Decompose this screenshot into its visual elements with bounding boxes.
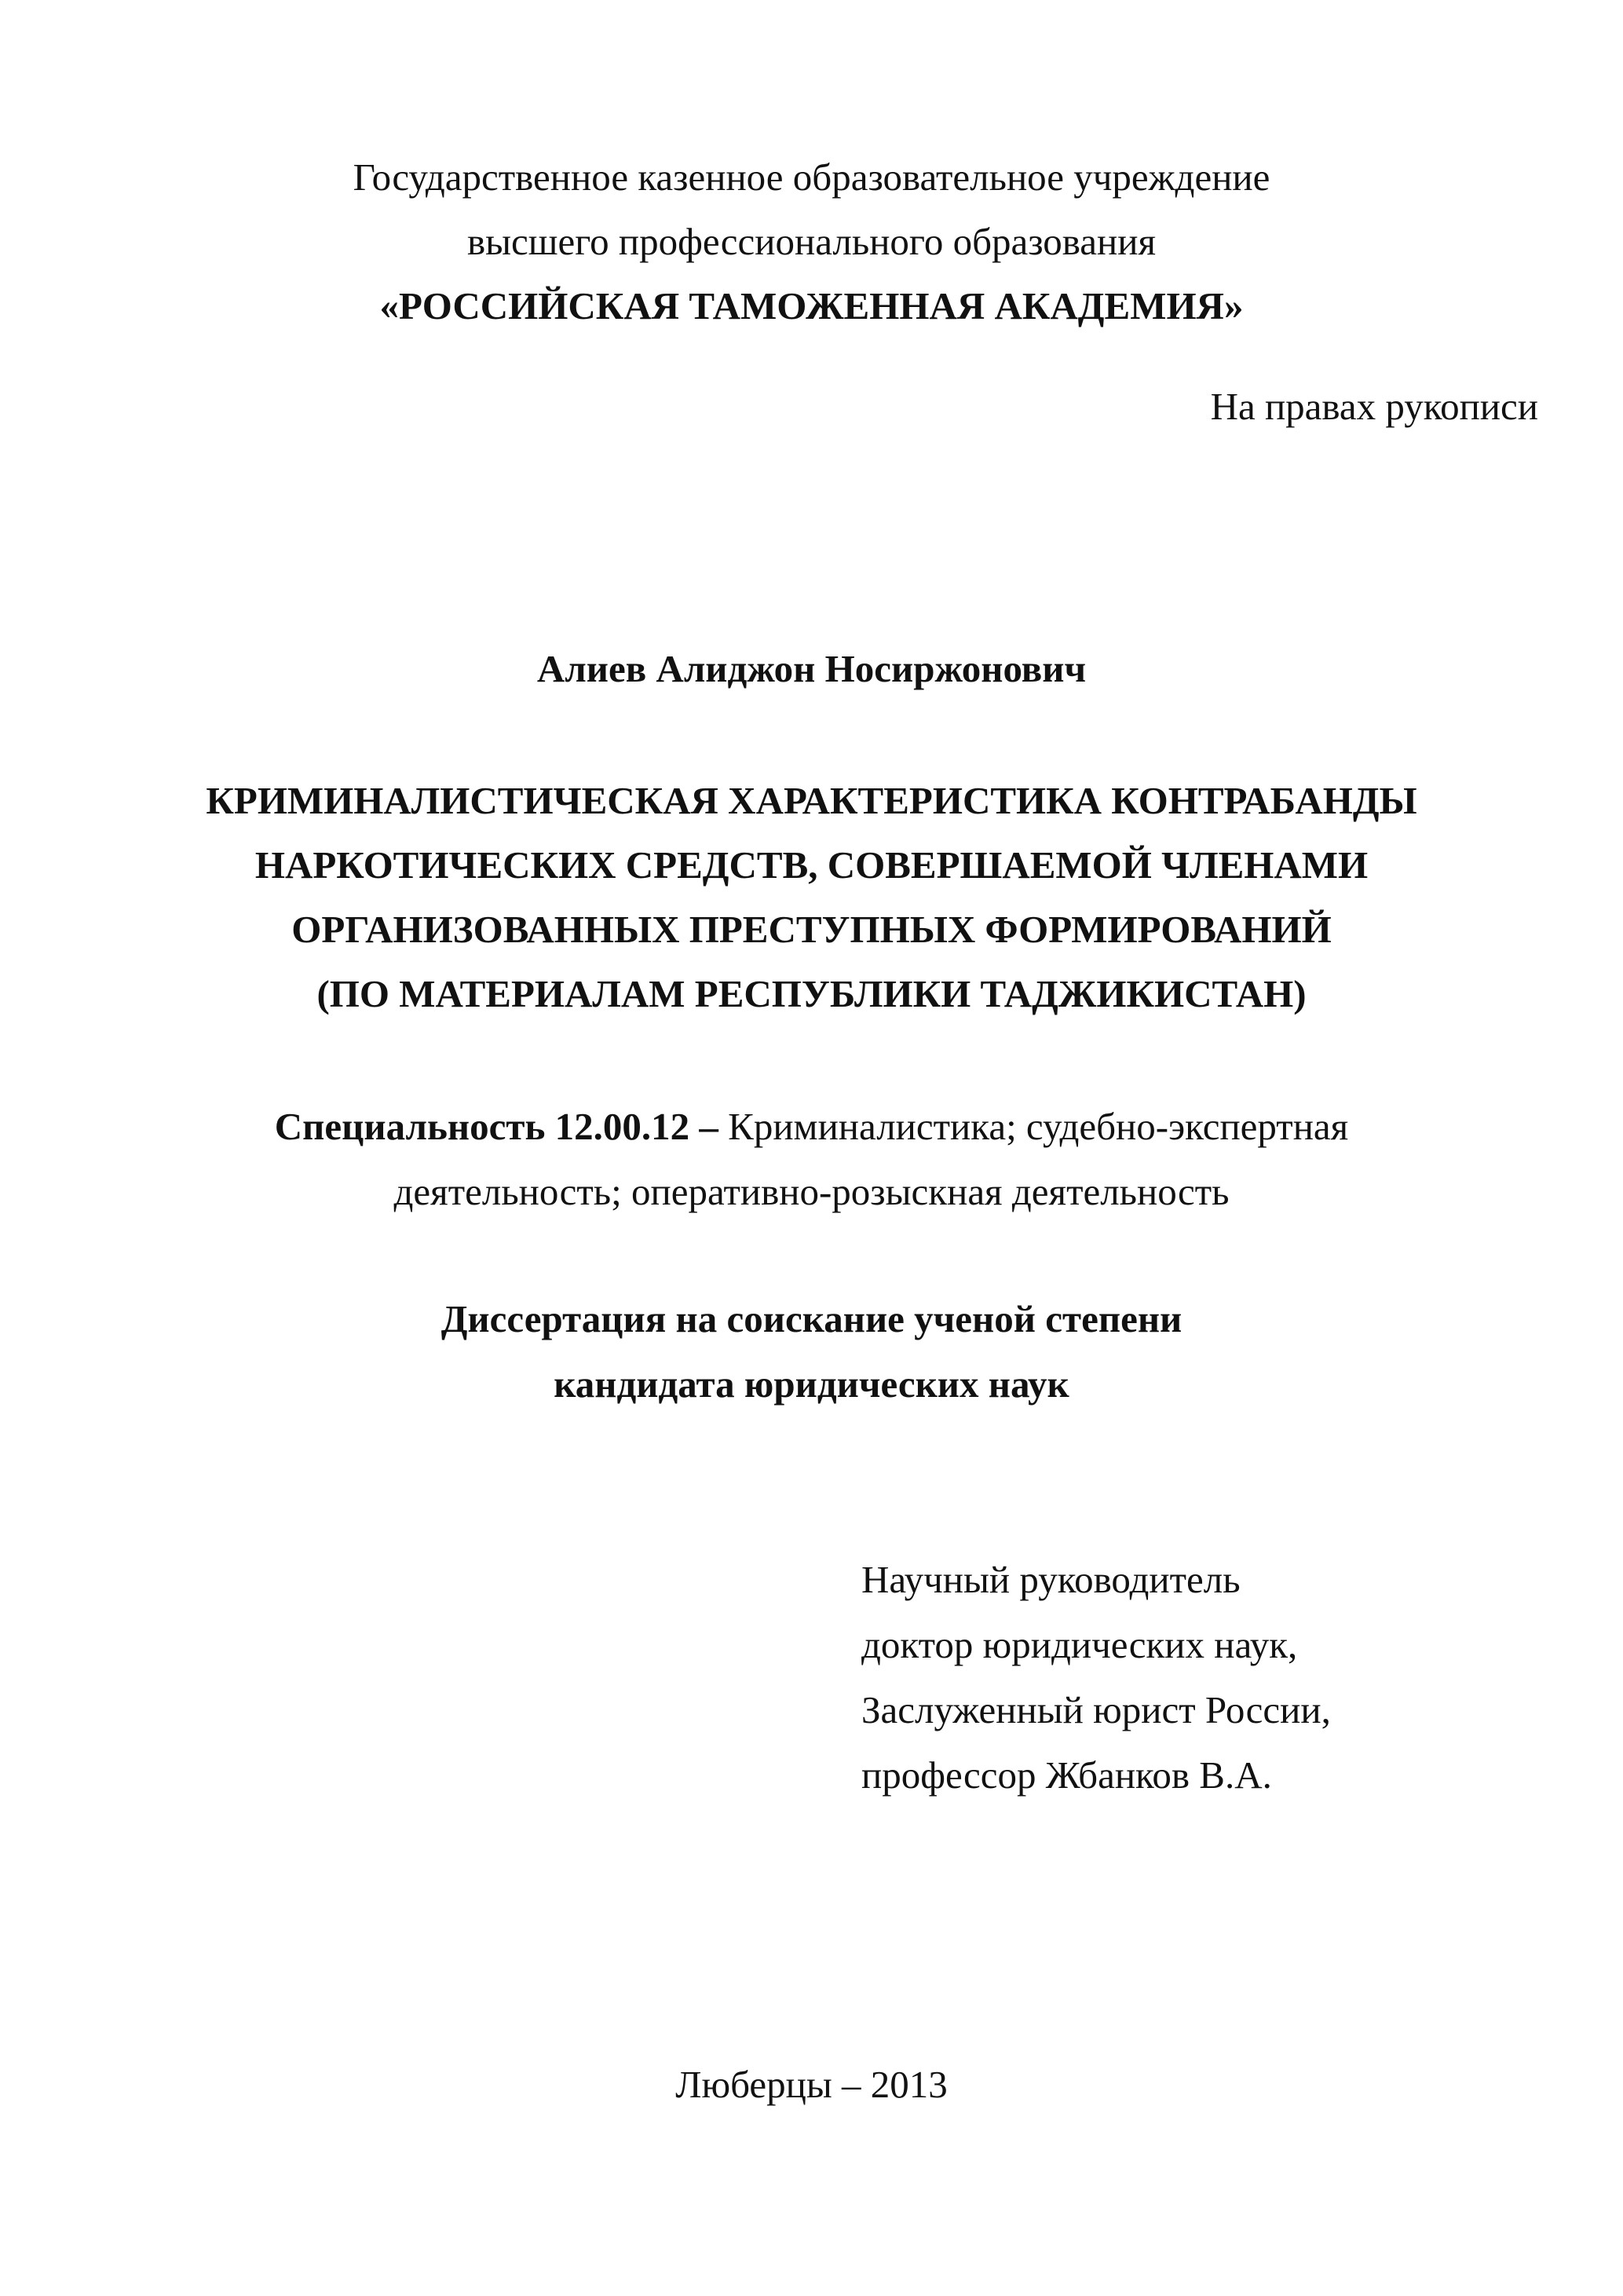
dissertation-title-line-1: КРИМИНАЛИСТИЧЕСКАЯ ХАРАКТЕРИСТИКА КОНТРАБАНДЫ [206,779,1417,822]
manuscript-note: На правах рукописи [1210,385,1538,428]
specialty-label: Специальность 12.00.12 – [274,1105,718,1148]
advisor-line-2: доктор юридических наук, [861,1623,1298,1666]
specialty-text-1: Криминалистика; судебно-экспертная [718,1105,1349,1148]
advisor-line-1: Научный руководитель [861,1558,1241,1601]
institution-line-1: Государственное казенное образовательное учреждение [353,155,1270,199]
institution-line-2: высшего профессионального образования [466,220,1157,263]
institution-name: «РОССИЙСКАЯ ТАМОЖЕННАЯ АКАДЕМИЯ» [379,284,1244,327]
degree-line-2: кандидата юридических наук [554,1362,1069,1406]
city-year: Люберцы – 2013 [675,2063,948,2106]
dissertation-title-line-2: НАРКОТИЧЕСКИХ СРЕДСТВ, СОВЕРШАЕМОЙ ЧЛЕНАМИ [254,843,1369,887]
author-name: Алиев Алиджон Носиржонович [536,647,1087,690]
specialty-line-1 [0,1103,1623,1150]
degree-line-1: Диссертация на соискание ученой степени [440,1297,1183,1340]
dissertation-title-line-3: ОРГАНИЗОВАННЫХ ПРЕСТУПНЫХ ФОРМИРОВАНИЙ [291,908,1332,951]
dissertation-title-line-4: (ПО МАТЕРИАЛАМ РЕСПУБЛИКИ ТАДЖИКИСТАН) [316,972,1307,1015]
advisor-line-4: профессор Жбанков В.А. [861,1753,1272,1797]
advisor-line-3: Заслуженный юрист России, [861,1688,1331,1731]
specialty-line-2: деятельность; оперативно-розыскная деятельность [393,1170,1230,1213]
